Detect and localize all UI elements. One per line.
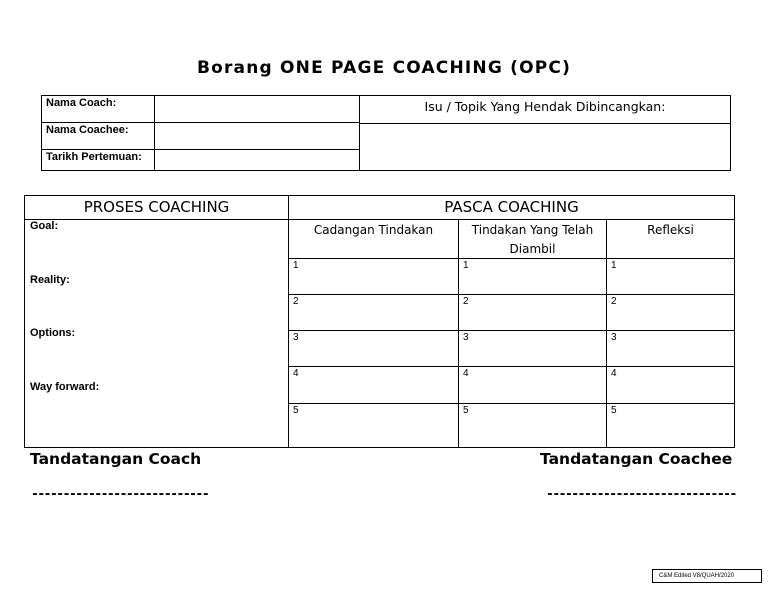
coach-name-label-text: Nama Coach: [46,97,117,109]
stage-options-label: Options: [30,327,76,339]
column-header-suggested-action [288,219,459,259]
row-number: 1 [293,260,299,271]
column-header-reflection-text: Refleksi [647,223,694,237]
row-number: 1 [463,260,469,271]
stage-goal-label: Goal: [30,220,59,232]
row-number: 4 [463,368,469,379]
meeting-date-label-text: Tarikh Pertemuan: [46,151,142,163]
edit-note-box [652,569,762,583]
column-header-action-taken [458,219,607,259]
reflection-row[interactable] [606,294,735,331]
reflection-row[interactable] [606,366,735,404]
row-number: 5 [293,405,299,416]
row-number: 2 [293,296,299,307]
row-number: 5 [611,405,617,416]
row-number: 3 [463,332,469,343]
process-coaching-body[interactable] [24,219,289,448]
suggested-action-row[interactable] [288,294,459,331]
row-number: 3 [611,332,617,343]
coachee-name-field[interactable] [154,122,360,150]
suggested-action-row[interactable] [288,258,459,295]
action-taken-row[interactable] [458,366,607,404]
suggested-action-row[interactable] [288,403,459,448]
process-coaching-header-text: PROSES COACHING [83,198,230,216]
form-title: Borang ONE PAGE COACHING (OPC) [196,58,572,78]
stage-reality-label: Reality: [30,274,70,286]
process-coaching-header [24,195,289,220]
row-number: 2 [611,296,617,307]
post-coaching-header [288,195,735,220]
suggested-action-row[interactable] [288,366,459,404]
coachee-name-label [41,122,155,150]
coach-name-field[interactable] [154,95,360,123]
coach-signature-label: Tandatangan Coach [30,450,202,468]
action-taken-row[interactable] [458,294,607,331]
row-number: 1 [611,260,617,271]
row-number: 4 [293,368,299,379]
row-number: 5 [463,405,469,416]
column-header-suggested-action-text: Cadangan Tindakan [313,223,434,237]
issue-topic-header-text: Isu / Topik Yang Hendak Dibincangkan: [424,99,666,114]
issue-topic-header [359,95,731,124]
action-taken-row[interactable] [458,330,607,367]
reflection-row[interactable] [606,330,735,367]
column-header-reflection [606,219,735,259]
meeting-date-label [41,149,155,171]
stage-way-forward-label: Way forward: [30,381,100,393]
action-taken-row[interactable] [458,403,607,448]
row-number: 4 [611,368,617,379]
suggested-action-row[interactable] [288,330,459,367]
meeting-date-field[interactable] [154,149,360,171]
coach-name-label [41,95,155,123]
issue-topic-field[interactable] [359,123,731,171]
coachee-signature-line[interactable]: ------------------------------ [546,487,736,502]
coachee-name-label-text: Nama Coachee: [46,124,129,136]
edit-note-text: C&M Edited V8/QUAH/2020 [659,573,735,579]
action-taken-row[interactable] [458,258,607,295]
coachee-signature-label: Tandatangan Coachee [540,450,733,468]
reflection-row[interactable] [606,258,735,295]
column-header-action-taken-text: Tindakan Yang Telah Diambil [471,223,594,256]
post-coaching-header-text: PASCA COACHING [444,198,579,216]
row-number: 3 [293,332,299,343]
reflection-row[interactable] [606,403,735,448]
row-number: 2 [463,296,469,307]
coach-signature-line[interactable]: ---------------------------- [31,487,209,502]
